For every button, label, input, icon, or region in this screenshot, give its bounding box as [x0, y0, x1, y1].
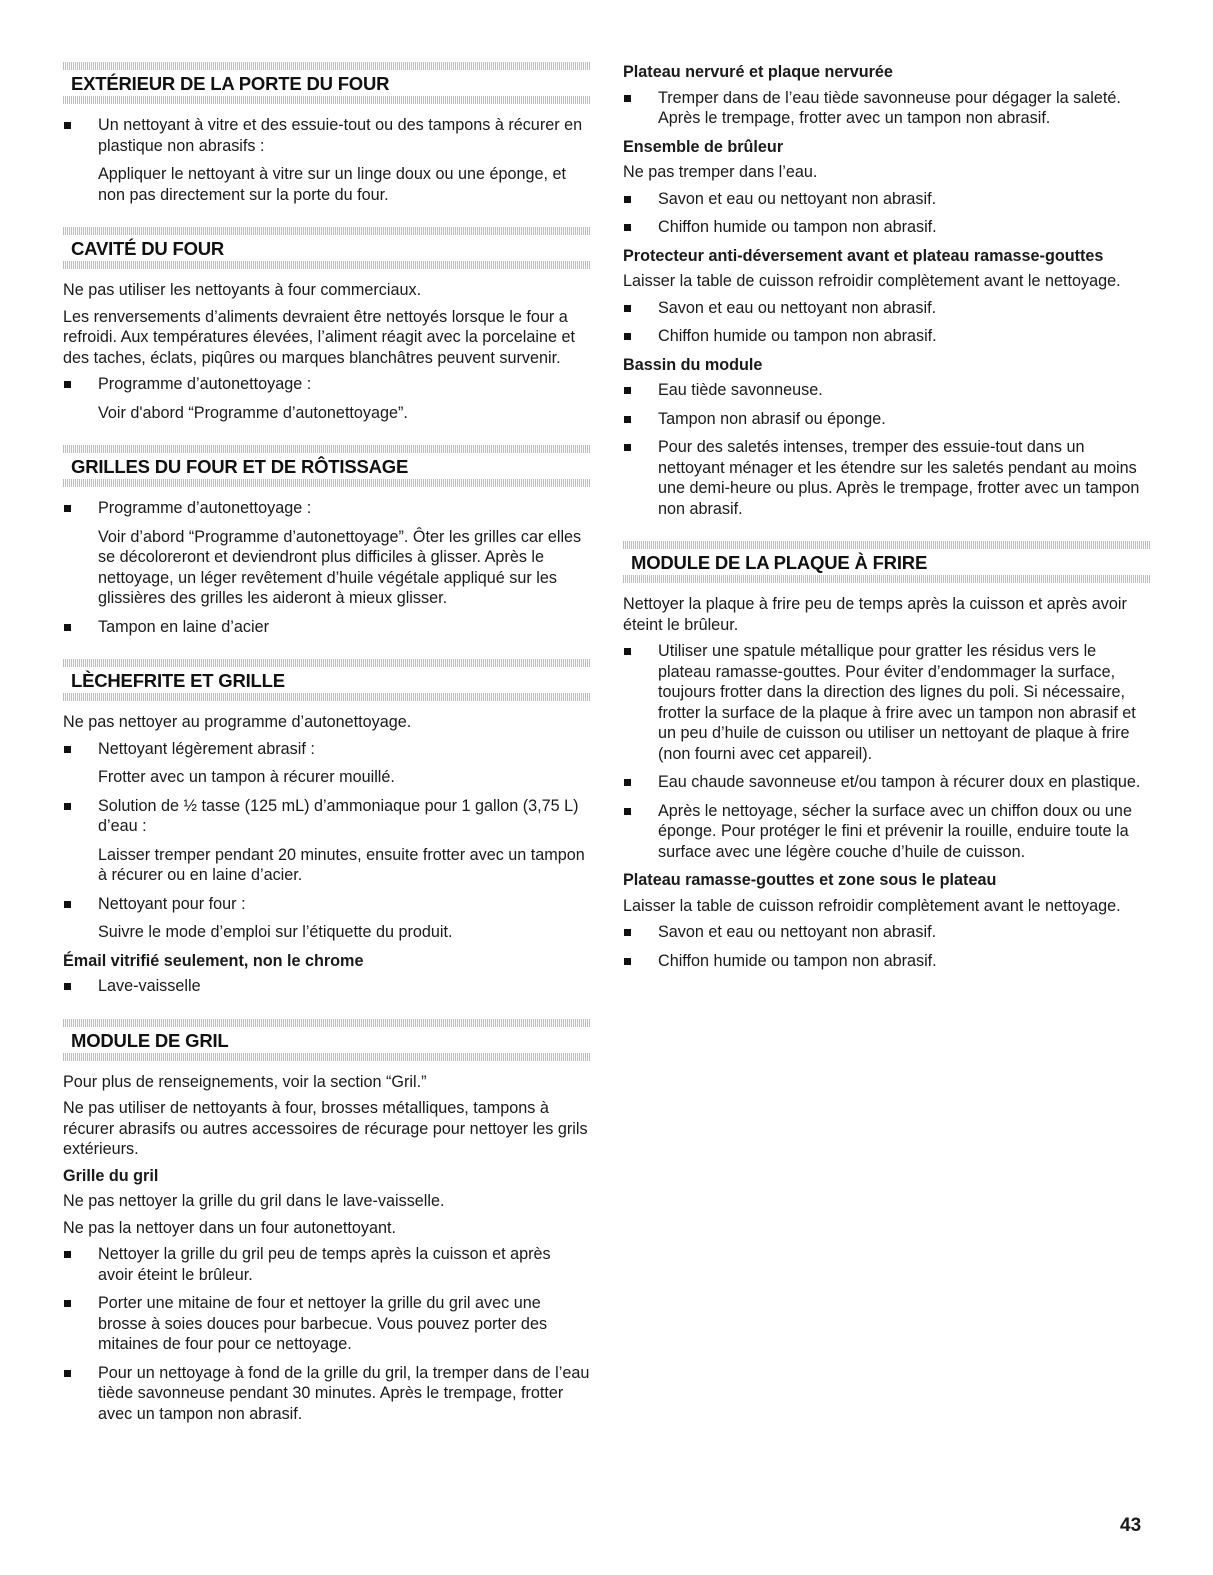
paragraph: Pour plus de renseignements, voir la section “Gril.”: [63, 1072, 427, 1091]
bullet-square-icon: [624, 196, 631, 203]
subheading: Émail vitrifié seulement, non le chrome: [63, 951, 364, 970]
bullet-item: [63, 976, 590, 997]
header-rule-bottom: [63, 479, 590, 487]
bullet-square-icon: [624, 779, 631, 786]
left-column: [63, 62, 590, 1432]
right-column: [623, 62, 1150, 979]
bullet-square-icon: [624, 224, 631, 231]
header-rule-bottom: [63, 1053, 590, 1061]
header-rule-top: [63, 1019, 590, 1027]
paragraph: Les renversements d’aliments devraient être nettoyés lorsque le four a refroidi. Aux températures élevées, l’aliment réagit avec la porcelaine et des taches, éclats, piqûres ou marques blanchâtres peuvent survenir.: [63, 307, 575, 367]
bullet-text: Tremper dans de l’eau tiède savonneuse pour dégager la saleté. Après le trempage, frotter avec un tampon non abrasif.: [658, 88, 1121, 127]
paragraph: Nettoyer la plaque à frire peu de temps après la cuisson et après avoir éteint le brûleur.: [623, 595, 1127, 634]
section-title: GRILLES DU FOUR ET DE RÔTISSAGE: [71, 456, 409, 477]
bullet-text: Lave-vaisselle: [98, 977, 201, 995]
bullet-text: Tampon non abrasif ou éponge.: [658, 409, 886, 428]
subheading: Grille du gril: [63, 1166, 159, 1185]
bullet-text: Après le nettoyage, sécher la surface avec un chiffon doux ou une éponge. Pour protéger le fini et prévenir la rouille, enduire toute la surface avec une légère couche d’huile de cuisson.: [658, 801, 1132, 861]
indented-text: Frotter avec un tampon à récurer mouillé.: [98, 768, 395, 786]
bullet-text: Nettoyant légèrement abrasif :: [98, 739, 315, 758]
subheading: Plateau ramasse-gouttes et zone sous le plateau: [623, 871, 997, 889]
paragraph: Ne pas nettoyer la grille du gril dans le lave-vaisselle.: [63, 1192, 445, 1210]
subheading: Protecteur anti-déversement avant et plateau ramasse-gouttes: [623, 246, 1104, 265]
bullet-text: Savon et eau ou nettoyant non abrasif.: [658, 923, 937, 941]
bullet-item: [63, 115, 590, 156]
section-title: MODULE DE GRIL: [71, 1029, 229, 1051]
bullet-square-icon: [64, 624, 71, 631]
bullet-square-icon: [624, 416, 631, 423]
section-header: [63, 1019, 590, 1061]
bullet-item: [623, 88, 1150, 129]
bullet-text: Chiffon humide ou tampon non abrasif.: [658, 951, 937, 970]
header-rule-bottom: [623, 575, 1150, 583]
indented-text: Laisser tremper pendant 20 minutes, ensuite frotter avec un tampon à récurer ou en laine d’acier.: [98, 845, 585, 884]
bullet-text: Chiffon humide ou tampon non abrasif.: [658, 327, 937, 345]
section-header: [63, 62, 590, 104]
bullet-item: [623, 772, 1150, 793]
bullet-text: Programme d’autonettoyage :: [98, 499, 312, 517]
bullet-square-icon: [64, 746, 71, 753]
bullet-square-icon: [624, 444, 631, 451]
bullet-text: Eau chaude savonneuse et/ou tampon à récurer doux en plastique.: [658, 773, 1141, 791]
bullet-item: [623, 189, 1150, 210]
subheading: Ensemble de brûleur: [623, 137, 784, 156]
bullet-item: [623, 217, 1150, 238]
header-rule-top: [63, 227, 590, 235]
paragraph: Ne pas utiliser les nettoyants à four commerciaux.: [63, 281, 422, 299]
section-title: EXTÉRIEUR DE LA PORTE DU FOUR: [71, 73, 390, 94]
header-rule-top: [63, 445, 590, 453]
bullet-item: [63, 1244, 590, 1285]
header-rule-top: [623, 541, 1150, 549]
bullet-square-icon: [624, 95, 631, 102]
bullet-text: Un nettoyant à vitre et des essuie-tout ou des tampons à récurer en plastique non abrasifs :: [98, 116, 583, 155]
bullet-square-icon: [64, 505, 71, 512]
bullet-item: [63, 894, 590, 915]
bullet-square-icon: [64, 381, 71, 388]
bullet-item: [623, 641, 1150, 764]
bullet-text: Nettoyer la grille du gril peu de temps après la cuisson et après avoir éteint le brûleur.: [98, 1245, 551, 1284]
page-number: 43: [1120, 1515, 1142, 1536]
subheading: Bassin du module: [623, 355, 763, 374]
section-title: CAVITÉ DU FOUR: [71, 238, 225, 259]
bullet-square-icon: [624, 958, 631, 965]
bullet-item: [63, 498, 590, 519]
bullet-item: [623, 951, 1150, 972]
paragraph: Ne pas nettoyer au programme d’autonettoyage.: [63, 713, 412, 731]
bullet-square-icon: [624, 808, 631, 815]
bullet-text: Pour un nettoyage à fond de la grille du gril, la tremper dans de l’eau tiède savonneuse pendant 30 minutes. Après le trempage, frotter avec un tampon non abrasif.: [98, 1363, 590, 1423]
bullet-square-icon: [624, 929, 631, 936]
bullet-item: [623, 922, 1150, 943]
bullet-text: Eau tiède savonneuse.: [658, 381, 823, 399]
indented-text: Voir d’abord “Programme d’autonettoyage”. Ôter les grilles car elles se décoloreront et deviendront plus difficiles à glisser. Après le nettoyage, un léger revêtement d’huile végétale appliqué sur les glissières des grilles les aideront à mieux glisser.: [98, 527, 582, 607]
bullet-item: [63, 1363, 590, 1425]
bullet-square-icon: [64, 803, 71, 810]
bullet-text: Utiliser une spatule métallique pour gratter les résidus vers le plateau ramasse-gouttes. Pour éviter d’endommager la surface, toujours frotter dans la direction des lignes du poli. Si nécessaire, frotter la surface de la plaque à frire avec un tampon non abrasif et un peu d’huile de cuisson ou utiliser un nettoyant de plaque à frire (non fourni avec cet appareil).: [658, 642, 1136, 763]
paragraph: Ne pas utiliser de nettoyants à four, brosses métalliques, tampons à récurer abrasifs ou autres accessoires de récurage pour nettoyer les grils extérieurs.: [63, 1099, 588, 1158]
paragraph: Laisser la table de cuisson refroidir complètement avant le nettoyage.: [623, 896, 1121, 915]
bullet-square-icon: [64, 901, 71, 908]
section-header: [63, 445, 590, 487]
indented-text: Suivre le mode d’emploi sur l’étiquette du produit.: [98, 923, 453, 941]
bullet-square-icon: [64, 983, 71, 990]
header-rule-bottom: [63, 693, 590, 701]
bullet-square-icon: [624, 387, 631, 394]
bullet-square-icon: [624, 333, 631, 340]
indented-text: Voir d'abord “Programme d’autonettoyage”.: [98, 403, 408, 422]
bullet-square-icon: [64, 122, 71, 129]
paragraph: Ne pas tremper dans l’eau.: [623, 163, 818, 181]
bullet-item: [623, 409, 1150, 430]
section-header: [63, 659, 590, 701]
bullet-square-icon: [64, 1370, 71, 1377]
bullet-item: [623, 380, 1150, 401]
bullet-item: [623, 298, 1150, 319]
section-title: MODULE DE LA PLAQUE À FRIRE: [631, 552, 928, 573]
indented-text: Appliquer le nettoyant à vitre sur un linge doux ou une éponge, et non pas directement sur la porte du four.: [98, 165, 566, 204]
bullet-text: Savon et eau ou nettoyant non abrasif.: [658, 298, 937, 317]
section-title: LÈCHEFRITE ET GRILLE: [71, 670, 285, 691]
bullet-square-icon: [624, 305, 631, 312]
bullet-text: Programme d’autonettoyage :: [98, 375, 312, 393]
bullet-item: [63, 739, 590, 760]
bullet-square-icon: [624, 648, 631, 655]
section-header: [623, 541, 1150, 583]
paragraph: Ne pas la nettoyer dans un four autonettoyant.: [63, 1218, 396, 1237]
bullet-item: [623, 326, 1150, 347]
bullet-text: Pour des saletés intenses, tremper des essuie-tout dans un nettoyant ménager et les étendre sur les saletés pendant au moins une demi-heure ou plus. Après le trempage, frotter avec un tampon non abrasif.: [658, 438, 1140, 518]
paragraph: Laisser la table de cuisson refroidir complètement avant le nettoyage.: [623, 272, 1121, 290]
header-rule-bottom: [63, 261, 590, 269]
bullet-item: [63, 617, 590, 638]
bullet-text: Savon et eau ou nettoyant non abrasif.: [658, 189, 937, 208]
bullet-text: Nettoyant pour four :: [98, 894, 246, 913]
bullet-text: Tampon en laine d’acier: [98, 617, 269, 636]
bullet-item: [63, 796, 590, 837]
bullet-item: [623, 801, 1150, 863]
bullet-square-icon: [64, 1300, 71, 1307]
bullet-item: [63, 374, 590, 395]
bullet-square-icon: [64, 1251, 71, 1258]
section-header: [63, 227, 590, 269]
bullet-text: Solution de ½ tasse (125 mL) d’ammoniaque pour 1 gallon (3,75 L) d’eau :: [98, 796, 579, 835]
bullet-item: [63, 1293, 590, 1355]
header-rule-bottom: [63, 96, 590, 104]
header-rule-top: [63, 62, 590, 70]
header-rule-top: [63, 659, 590, 667]
subheading: Plateau nervuré et plaque nervurée: [623, 63, 893, 81]
bullet-text: Porter une mitaine de four et nettoyer la grille du gril avec une brosse à soies douces pour barbecue. Vous pouvez porter des mitaines de four pour ce nettoyage.: [98, 1294, 548, 1353]
bullet-text: Chiffon humide ou tampon non abrasif.: [658, 218, 937, 236]
bullet-item: [623, 437, 1150, 519]
